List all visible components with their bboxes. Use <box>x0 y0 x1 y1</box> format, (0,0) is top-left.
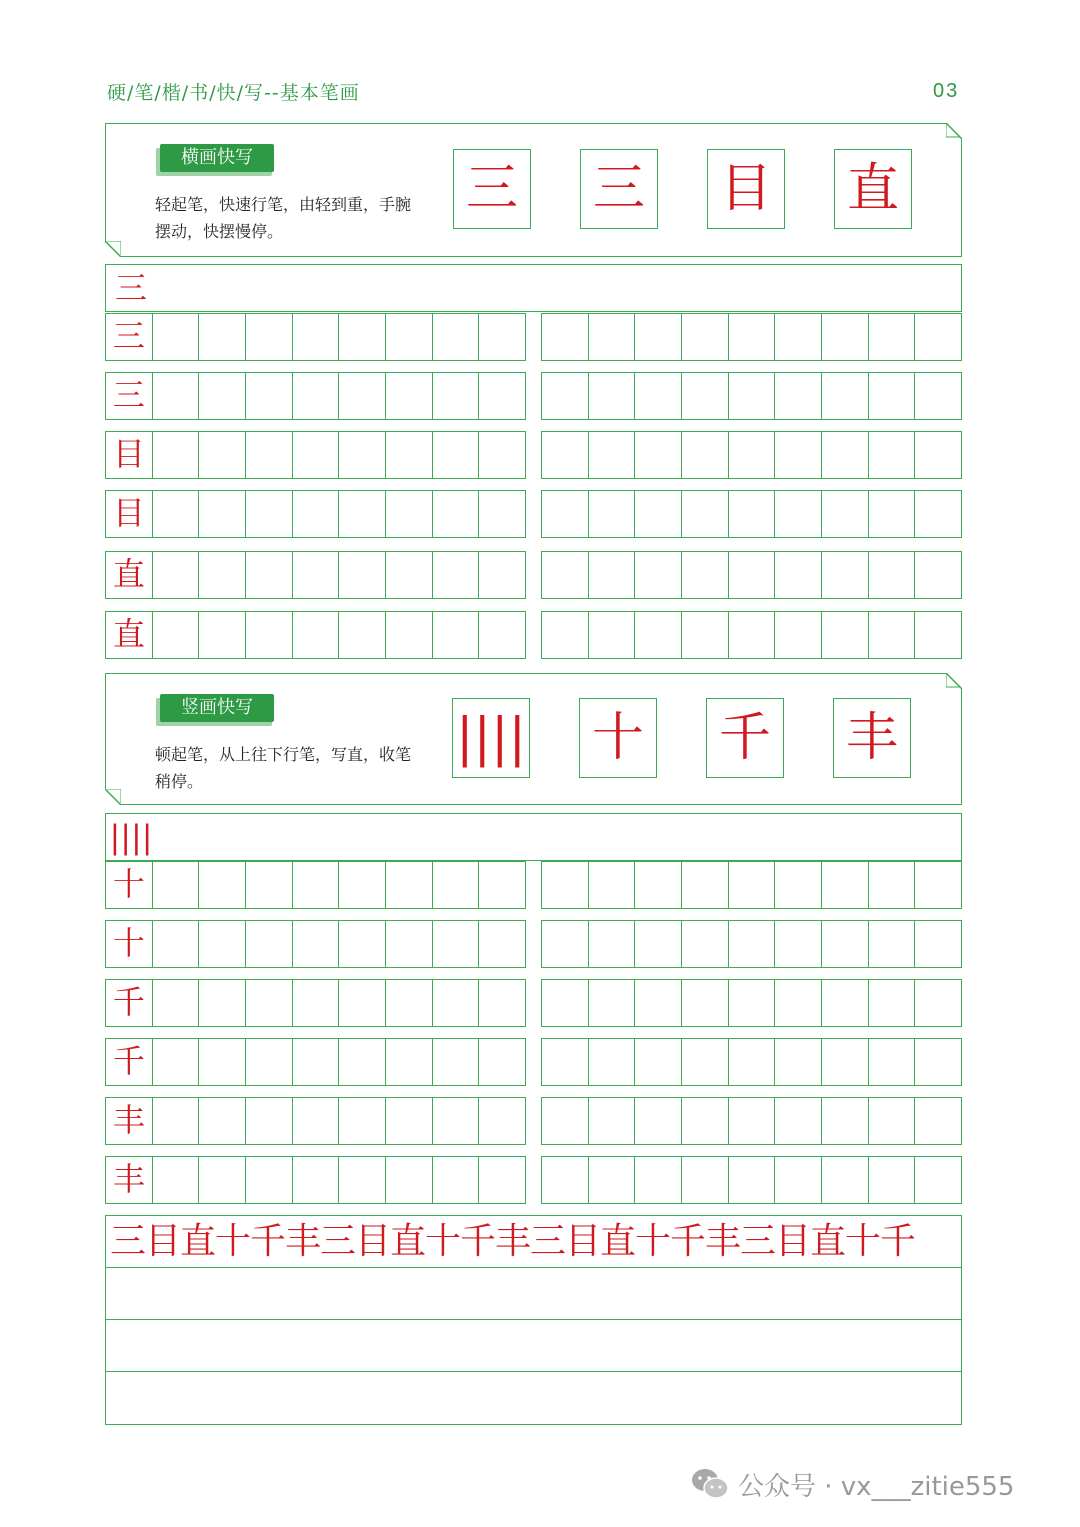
writing-cell[interactable] <box>433 980 480 1026</box>
writing-cell[interactable] <box>822 921 869 967</box>
sample-char: 直 <box>834 149 912 229</box>
grid-row <box>105 611 962 659</box>
writing-cell[interactable] <box>199 552 246 598</box>
writing-cell[interactable] <box>729 491 776 537</box>
writing-cell[interactable] <box>542 980 589 1026</box>
writing-cell[interactable] <box>775 1098 822 1144</box>
writing-cell[interactable] <box>729 373 776 419</box>
writing-cell[interactable] <box>682 552 729 598</box>
writing-cell[interactable] <box>822 314 869 360</box>
grid-half-left <box>105 490 526 538</box>
writing-cell[interactable] <box>822 432 869 478</box>
writing-cell[interactable] <box>246 921 293 967</box>
writing-cell[interactable] <box>869 1098 916 1144</box>
writing-cell[interactable] <box>775 1039 822 1085</box>
model-char: 丰 <box>106 1098 153 1144</box>
writing-cell[interactable] <box>682 373 729 419</box>
writing-cell[interactable] <box>153 432 200 478</box>
grid-row <box>105 1097 962 1145</box>
sample-char: 三 <box>453 149 531 229</box>
writing-cell[interactable] <box>635 980 682 1026</box>
writing-cell[interactable] <box>729 552 776 598</box>
writing-cell[interactable] <box>635 862 682 908</box>
grid-half-right <box>541 979 962 1027</box>
writing-cell[interactable] <box>293 921 340 967</box>
grid-half-right <box>541 611 962 659</box>
writing-cell[interactable] <box>433 491 480 537</box>
writing-cell[interactable] <box>635 491 682 537</box>
writing-cell[interactable] <box>199 921 246 967</box>
writing-cell[interactable] <box>775 432 822 478</box>
writing-cell[interactable] <box>542 314 589 360</box>
writing-cell[interactable] <box>339 373 386 419</box>
writing-cell[interactable] <box>433 1157 480 1203</box>
writing-cell[interactable] <box>915 980 961 1026</box>
model-char: 三 <box>106 314 153 360</box>
writing-cell[interactable] <box>915 921 961 967</box>
grid-half-right <box>541 490 962 538</box>
model-char: |||| <box>109 818 153 856</box>
writing-cell[interactable] <box>869 314 916 360</box>
writing-cell[interactable] <box>729 980 776 1026</box>
grid-half-right <box>541 1156 962 1204</box>
writing-cell[interactable] <box>915 1039 961 1085</box>
writing-cell[interactable] <box>293 1157 340 1203</box>
writing-cell[interactable] <box>682 921 729 967</box>
writing-cell[interactable] <box>775 862 822 908</box>
writing-cell[interactable] <box>682 980 729 1026</box>
grid-half-right <box>541 431 962 479</box>
writing-cell[interactable] <box>386 1098 433 1144</box>
model-char: 目 <box>106 432 153 478</box>
writing-cell[interactable] <box>199 1039 246 1085</box>
writing-cell[interactable] <box>479 373 525 419</box>
writing-cell[interactable] <box>339 862 386 908</box>
writing-cell[interactable] <box>775 491 822 537</box>
writing-cell[interactable] <box>775 314 822 360</box>
sample-char: 丰 <box>833 698 911 778</box>
writing-cell[interactable] <box>589 432 636 478</box>
writing-cell[interactable] <box>589 921 636 967</box>
blank-line[interactable] <box>106 1320 961 1372</box>
writing-cell[interactable] <box>386 921 433 967</box>
writing-cell[interactable] <box>199 373 246 419</box>
grid-half-left <box>105 861 526 909</box>
writing-cell[interactable] <box>433 552 480 598</box>
writing-cell[interactable] <box>542 1098 589 1144</box>
writing-cell[interactable] <box>479 921 525 967</box>
writing-cell[interactable] <box>479 314 525 360</box>
writing-cell[interactable] <box>822 612 869 658</box>
writing-cell[interactable] <box>635 1098 682 1144</box>
grid-half-left <box>105 611 526 659</box>
writing-cell[interactable] <box>682 1157 729 1203</box>
writing-cell[interactable] <box>433 862 480 908</box>
sample-char: 目 <box>707 149 785 229</box>
model-char: 直 <box>106 552 153 598</box>
writing-cell[interactable] <box>822 491 869 537</box>
corner-fold-icon <box>105 241 121 257</box>
writing-cell[interactable] <box>386 432 433 478</box>
writing-cell[interactable] <box>153 491 200 537</box>
writing-cell[interactable] <box>635 921 682 967</box>
grid-half-left <box>105 431 526 479</box>
model-char: 直 <box>106 612 153 658</box>
writing-cell[interactable] <box>589 612 636 658</box>
writing-cell[interactable] <box>869 612 916 658</box>
grid-half-left <box>105 920 526 968</box>
grid-row <box>105 313 962 361</box>
writing-cell[interactable] <box>635 1039 682 1085</box>
writing-cell[interactable] <box>682 314 729 360</box>
model-char: 三 <box>114 269 147 307</box>
writing-cell[interactable] <box>729 314 776 360</box>
grid-half-left <box>105 313 526 361</box>
writing-cell[interactable] <box>153 552 200 598</box>
corner-fold-icon <box>105 789 121 805</box>
model-char: 三 <box>106 373 153 419</box>
writing-cell[interactable] <box>915 491 961 537</box>
model-char: 目 <box>106 491 153 537</box>
writing-cell[interactable] <box>589 1039 636 1085</box>
writing-cell[interactable] <box>293 612 340 658</box>
writing-cell[interactable] <box>775 980 822 1026</box>
writing-cell[interactable] <box>293 491 340 537</box>
writing-cell[interactable] <box>153 862 200 908</box>
section-description: 轻起笔，快速行笔，由轻到重，手腕摆动，快摆慢停。 <box>155 195 412 241</box>
sample-char: 三 <box>580 149 658 229</box>
writing-cell[interactable] <box>433 1039 480 1085</box>
writing-cell[interactable] <box>199 491 246 537</box>
writing-cell[interactable] <box>775 921 822 967</box>
grid-row <box>105 861 962 909</box>
writing-cell[interactable] <box>153 1098 200 1144</box>
writing-cell[interactable] <box>869 373 916 419</box>
writing-cell[interactable] <box>293 862 340 908</box>
writing-cell[interactable] <box>386 1039 433 1085</box>
writing-cell[interactable] <box>869 552 916 598</box>
writing-cell[interactable] <box>386 612 433 658</box>
writing-cell[interactable] <box>589 552 636 598</box>
writing-cell[interactable] <box>386 552 433 598</box>
writing-cell[interactable] <box>542 432 589 478</box>
writing-cell[interactable] <box>386 373 433 419</box>
writing-cell[interactable] <box>339 314 386 360</box>
writing-cell[interactable] <box>246 552 293 598</box>
grid-row <box>105 1038 962 1086</box>
page-number: 03 <box>933 80 960 102</box>
writing-cell[interactable] <box>869 1039 916 1085</box>
writing-cell[interactable] <box>479 980 525 1026</box>
writing-cell[interactable] <box>479 1098 525 1144</box>
writing-cell[interactable] <box>822 862 869 908</box>
wide-practice-row <box>105 813 962 861</box>
writing-cell[interactable] <box>682 491 729 537</box>
grid-half-left <box>105 1156 526 1204</box>
writing-cell[interactable] <box>775 612 822 658</box>
wechat-icon <box>690 1467 730 1501</box>
grid-row <box>105 920 962 968</box>
writing-cell[interactable] <box>682 612 729 658</box>
writing-cell[interactable] <box>246 862 293 908</box>
writing-cell[interactable] <box>589 980 636 1026</box>
writing-cell[interactable] <box>775 373 822 419</box>
writing-cell[interactable] <box>386 980 433 1026</box>
writing-cell[interactable] <box>339 921 386 967</box>
grid-row <box>105 431 962 479</box>
writing-cell[interactable] <box>635 373 682 419</box>
writing-cell[interactable] <box>433 612 480 658</box>
writing-cell[interactable] <box>542 612 589 658</box>
writing-cell[interactable] <box>293 373 340 419</box>
section-label: 竖画快写 <box>156 694 274 726</box>
writing-cell[interactable] <box>153 612 200 658</box>
writing-cell[interactable] <box>339 612 386 658</box>
writing-cell[interactable] <box>433 921 480 967</box>
grid-row <box>105 1156 962 1204</box>
free-practice-block <box>105 1215 962 1425</box>
watermark-text: 公众号 · vx___zitie555 <box>738 1471 1015 1502</box>
writing-cell[interactable] <box>635 1157 682 1203</box>
grid-half-left <box>105 1097 526 1145</box>
writing-cell[interactable] <box>433 432 480 478</box>
sample-char: 十 <box>579 698 657 778</box>
model-char: 十 <box>106 862 153 908</box>
wide-practice-row <box>105 264 962 312</box>
writing-cell[interactable] <box>339 432 386 478</box>
sample-char: 千 <box>706 698 784 778</box>
writing-cell[interactable] <box>153 314 200 360</box>
writing-cell[interactable] <box>153 373 200 419</box>
model-text: 三目直十千丰三目直十千丰三目直十千丰三目直十千 <box>110 1221 916 1262</box>
writing-cell[interactable] <box>293 980 340 1026</box>
writing-cell[interactable] <box>869 980 916 1026</box>
grid-row <box>105 372 962 420</box>
model-char: 千 <box>106 980 153 1026</box>
writing-cell[interactable] <box>246 432 293 478</box>
writing-cell[interactable] <box>635 552 682 598</box>
grid-half-right <box>541 920 962 968</box>
writing-cell[interactable] <box>635 432 682 478</box>
writing-cell[interactable] <box>386 314 433 360</box>
writing-cell[interactable] <box>542 373 589 419</box>
writing-cell[interactable] <box>339 552 386 598</box>
writing-cell[interactable] <box>589 862 636 908</box>
writing-cell[interactable] <box>433 314 480 360</box>
writing-cell[interactable] <box>153 1039 200 1085</box>
writing-cell[interactable] <box>822 373 869 419</box>
writing-cell[interactable] <box>869 432 916 478</box>
section-intro-horizontal <box>105 123 962 257</box>
blank-line[interactable] <box>106 1372 961 1424</box>
writing-cell[interactable] <box>339 1098 386 1144</box>
sample-char: |||| <box>452 698 530 778</box>
writing-cell[interactable] <box>915 314 961 360</box>
model-char: 丰 <box>106 1157 153 1203</box>
writing-cell[interactable] <box>542 1157 589 1203</box>
writing-cell[interactable] <box>589 373 636 419</box>
writing-cell[interactable] <box>246 314 293 360</box>
model-strip <box>106 1216 961 1268</box>
writing-cell[interactable] <box>869 921 916 967</box>
grid-half-left <box>105 551 526 599</box>
writing-cell[interactable] <box>682 1039 729 1085</box>
writing-cell[interactable] <box>479 862 525 908</box>
writing-cell[interactable] <box>199 432 246 478</box>
writing-cell[interactable] <box>199 314 246 360</box>
grid-row <box>105 551 962 599</box>
writing-cell[interactable] <box>293 552 340 598</box>
writing-cell[interactable] <box>822 1098 869 1144</box>
writing-cell[interactable] <box>729 862 776 908</box>
writing-cell[interactable] <box>246 612 293 658</box>
writing-cell[interactable] <box>729 1039 776 1085</box>
writing-cell[interactable] <box>153 921 200 967</box>
grid-half-left <box>105 1038 526 1086</box>
writing-cell[interactable] <box>246 1039 293 1085</box>
writing-cell[interactable] <box>589 1098 636 1144</box>
writing-cell[interactable] <box>199 862 246 908</box>
writing-cell[interactable] <box>915 612 961 658</box>
writing-cell[interactable] <box>915 552 961 598</box>
writing-cell[interactable] <box>479 1157 525 1203</box>
watermark <box>690 1466 1014 1502</box>
writing-cell[interactable] <box>729 612 776 658</box>
grid-row <box>105 979 962 1027</box>
writing-cell[interactable] <box>386 862 433 908</box>
grid-half-left <box>105 979 526 1027</box>
writing-cell[interactable] <box>246 980 293 1026</box>
blank-line[interactable] <box>106 1268 961 1320</box>
grid-half-right <box>541 1038 962 1086</box>
writing-cell[interactable] <box>433 1098 480 1144</box>
section-description: 顿起笔，从上往下行笔，写直，收笔稍停。 <box>155 745 412 791</box>
writing-cell[interactable] <box>246 1157 293 1203</box>
writing-cell[interactable] <box>729 1098 776 1144</box>
section-label: 横画快写 <box>156 144 274 176</box>
writing-cell[interactable] <box>915 432 961 478</box>
writing-cell[interactable] <box>339 1039 386 1085</box>
writing-cell[interactable] <box>775 552 822 598</box>
writing-cell[interactable] <box>293 1039 340 1085</box>
writing-cell[interactable] <box>153 1157 200 1203</box>
writing-cell[interactable] <box>479 432 525 478</box>
writing-cell[interactable] <box>246 373 293 419</box>
writing-cell[interactable] <box>869 1157 916 1203</box>
writing-cell[interactable] <box>635 314 682 360</box>
writing-cell[interactable] <box>293 1098 340 1144</box>
grid-half-right <box>541 372 962 420</box>
writing-cell[interactable] <box>199 1157 246 1203</box>
writing-cell[interactable] <box>339 1157 386 1203</box>
writing-cell[interactable] <box>542 1039 589 1085</box>
writing-cell[interactable] <box>822 552 869 598</box>
writing-cell[interactable] <box>915 1098 961 1144</box>
writing-cell[interactable] <box>542 862 589 908</box>
grid-half-right <box>541 1097 962 1145</box>
writing-cell[interactable] <box>589 491 636 537</box>
writing-cell[interactable] <box>433 373 480 419</box>
model-char: 十 <box>106 921 153 967</box>
corner-fold-icon <box>946 673 962 689</box>
section-intro-vertical <box>105 673 962 805</box>
writing-cell[interactable] <box>729 1157 776 1203</box>
writing-cell[interactable] <box>246 491 293 537</box>
grid-half-right <box>541 861 962 909</box>
writing-cell[interactable] <box>153 980 200 1026</box>
writing-cell[interactable] <box>246 1098 293 1144</box>
grid-half-right <box>541 551 962 599</box>
writing-cell[interactable] <box>915 373 961 419</box>
writing-cell[interactable] <box>386 1157 433 1203</box>
writing-cell[interactable] <box>479 552 525 598</box>
writing-cell[interactable] <box>339 980 386 1026</box>
writing-cell[interactable] <box>199 1098 246 1144</box>
writing-cell[interactable] <box>822 1157 869 1203</box>
corner-fold-icon <box>946 123 962 139</box>
grid-half-right <box>541 313 962 361</box>
writing-cell[interactable] <box>479 612 525 658</box>
writing-cell[interactable] <box>386 491 433 537</box>
model-char: 千 <box>106 1039 153 1085</box>
writing-cell[interactable] <box>915 862 961 908</box>
writing-cell[interactable] <box>199 612 246 658</box>
writing-cell[interactable] <box>293 314 340 360</box>
writing-cell[interactable] <box>479 1039 525 1085</box>
writing-cell[interactable] <box>775 1157 822 1203</box>
grid-row <box>105 490 962 538</box>
writing-cell[interactable] <box>542 921 589 967</box>
writing-cell[interactable] <box>199 980 246 1026</box>
writing-cell[interactable] <box>542 491 589 537</box>
writing-cell[interactable] <box>682 1098 729 1144</box>
writing-cell[interactable] <box>915 1157 961 1203</box>
writing-cell[interactable] <box>822 980 869 1026</box>
writing-cell[interactable] <box>729 432 776 478</box>
writing-cell[interactable] <box>589 314 636 360</box>
writing-cell[interactable] <box>589 1157 636 1203</box>
writing-cell[interactable] <box>542 552 589 598</box>
writing-cell[interactable] <box>869 862 916 908</box>
writing-cell[interactable] <box>293 432 340 478</box>
writing-cell[interactable] <box>682 432 729 478</box>
writing-cell[interactable] <box>682 862 729 908</box>
writing-cell[interactable] <box>635 612 682 658</box>
writing-cell[interactable] <box>479 491 525 537</box>
writing-cell[interactable] <box>339 491 386 537</box>
grid-half-left <box>105 372 526 420</box>
writing-cell[interactable] <box>869 491 916 537</box>
writing-cell[interactable] <box>729 921 776 967</box>
header-title: 硬/笔/楷/书/快/写--基本笔画 <box>107 82 360 104</box>
writing-cell[interactable] <box>822 1039 869 1085</box>
